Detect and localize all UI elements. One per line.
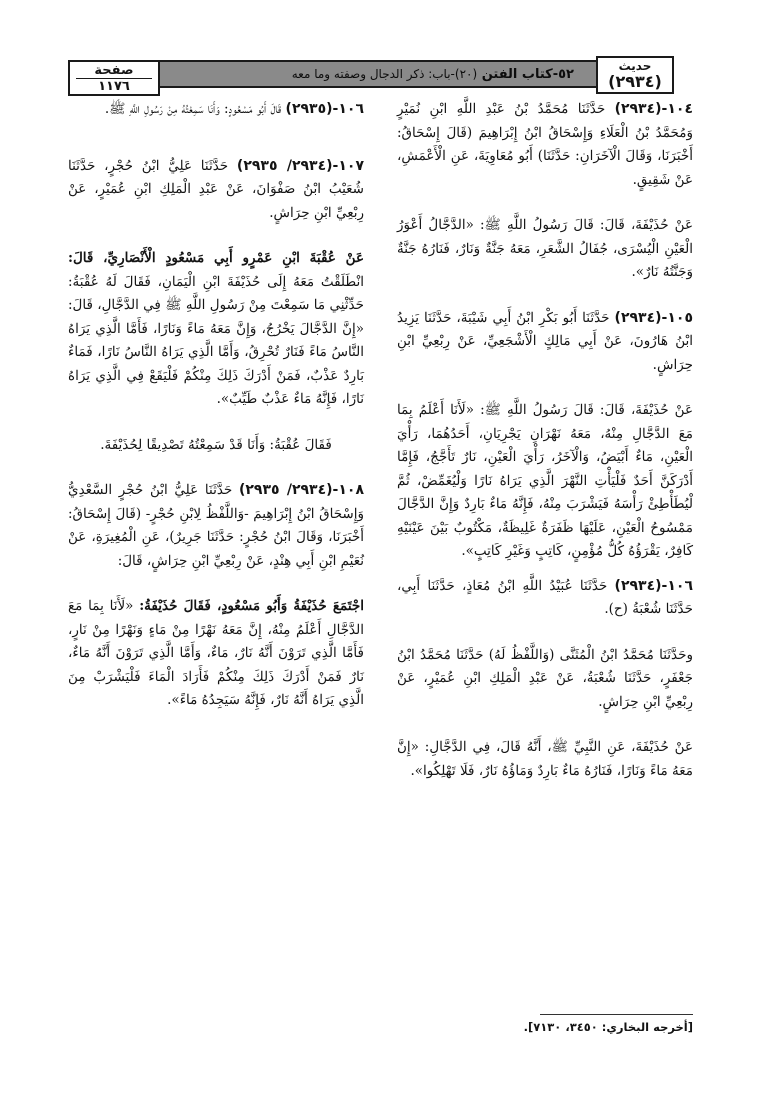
left-column <box>68 98 364 713</box>
hadith-108-number: ١٠٨-(٢٩٣٤/ ٢٩٣٥) <box>238 482 364 498</box>
hadith-106-number: ١٠٦-(٢٩٣٤) <box>614 577 693 594</box>
hadith-106b-number: ١٠٦-(٢٩٣٥) <box>285 101 364 117</box>
hadith-106-matn: عَنْ حُذَيْفَةَ، عَنِ النَّبِيِّ ﷺ، أَنَّهُ قَالَ، فِي الدَّجَّالِ: «إِنَّ مَعَهُ مَاءً وَنَارًا، فَنَارُهُ مَاءٌ بَارِدٌ وَمَاؤُهُ نَارٌ، فَلَا تَهْلِكُوا». <box>397 739 693 779</box>
book-title: ٥٢-كتاب الفتن <box>481 66 574 82</box>
hadith-106b <box>68 98 364 122</box>
hadith-104-isnad-text: حَدَّثَنَا مُحَمَّدُ بْنُ عَبْدِ اللَّهِ ابْنِ نُمَيْرٍ وَمُحَمَّدُ بْنُ الْعَلَاءِ وَإِسْحَاقُ ابْنُ إِبْرَاهِيمَ (قَالَ إِسْحَاقُ: أَخْبَرَنَا، وَقَالَ الْآخَرَانِ: حَدَّثَنَا) أَبُو مُعَاوِيَةَ، عَنِ الْأَعْمَشِ، عَنْ شَقِيقٍ. <box>397 101 693 188</box>
hadith-105-number: ١٠٥-(٢٩٣٤) <box>614 309 693 326</box>
hadith-107-lead: عَنْ عُقْبَةَ ابْنِ عَمْرٍو أَبِي مَسْعُودٍ الْأَنْصَارِيِّ، قَالَ: <box>68 250 364 266</box>
hadith-108-matn-text: «لَأَنَا بِمَا مَعَ الدَّجَّالِ أَعْلَمُ مِنْهُ، إِنَّ مَعَهُ نَهْرًا مِنْ مَاءٍ وَنَهْرًا مِنْ نَارٍ، فَأَمَّا الَّذِي تَرَوْنَ أَنَّهُ نَارٌ، مَاءٌ، وَأَمَّا الَّذِي تَرَوْنَ أَنَّهُ مَاءٌ، نَارٌ فَمَنْ أَدْرَكَ ذَلِكَ مِنْكُمْ فَأَرَادَ الْمَاءَ فَلْيَشْرَبْ مِنَ الَّذِي يَرَاهُ أَنَّهُ نَارٌ، فَإِنَّهُ سَيَجِدُهُ مَاءً». <box>68 598 364 708</box>
hadith-108-isnad-text: حَدَّثَنَا عَلِيُّ ابْنُ حُجْرٍ السَّعْدِيُّ وَإِسْحَاقُ ابْنُ إِبْرَاهِيمَ -وَاللَّفْظُ لِابْنِ حُجْرٍ- (قَالَ إِسْحَاقُ: أَخْبَرَنَا، وَقَالَ ابْنُ حُجْرٍ: حَدَّثَنَا جَرِيرٌ)، عَنِ الْمُغِيرَةِ، عَنْ نُعَيْمِ ابْنِ أَبِي هِنْدٍ، عَنْ رِبْعِيِّ ابْنِ حِرَاشٍ، قَالَ: <box>68 482 364 569</box>
hadith-107-matn <box>68 247 364 412</box>
hadith-108-isnad <box>68 479 364 573</box>
hadith-104-isnad <box>397 98 693 192</box>
chapter-title: (٢٠)-باب: ذكر الدجال وصفته وما معه <box>291 66 478 81</box>
hadith-107-isnad <box>68 155 364 226</box>
reference-block <box>397 1016 693 1035</box>
hadith-105-isnad <box>397 307 693 378</box>
hadith-107-isnad-text: حَدَّثَنَا عَلِيُّ ابْنُ حُجْرٍ، حَدَّثَنَا شُعَيْبُ ابْنُ صَفْوَانَ، عَنْ عَبْدِ الْمَلِكِ ابْنِ عُمَيْرٍ، عَنْ رِبْعِيِّ ابْنِ حِرَاشٍ. <box>68 157 364 221</box>
hadith-106b-text: قَالَ أَبُو مَسْعُودٍ: وَأَنَا سَمِعْتُهُ مِنْ رَسُولِ اللَّهِ ﷺ. <box>104 101 282 117</box>
hadith-107-matn-text: انْطَلَقْتُ مَعَهُ إِلَى حُذَيْفَةَ ابْنِ الْيَمَانِ، فَقَالَ لَهُ عُقْبَةُ: حَدِّثْنِي مَا سَمِعْتَ مِنْ رَسُولِ اللَّهِ ﷺ فِي الدَّجَّالِ، قَالَ: «إِنَّ الدَّجَّالَ يَخْرُجُ، وَإِنَّ مَعَهُ مَاءً وَنَارًا، فَأَمَّا الَّذِي يَرَاهُ النَّاسُ مَاءً فَنَارٌ تُحْرِقُ، وَأَمَّا الَّذِي يَرَاهُ النَّاسُ نَارًا، فَمَاءٌ بَارِدٌ عَذْبٌ، فَمَنْ أَدْرَكَ ذَلِكَ مِنْكُمْ فَلْيَقَعْ فِي الَّذِي يَرَاهُ نَارًا، فَإِنَّهُ مَاءٌ عَذْبٌ طَيِّبٌ». <box>68 273 364 407</box>
bukhari-reference: [أخرجه البخاري: ٣٤٥٠، ٧١٣٠]. <box>523 1020 693 1034</box>
header-title <box>292 67 574 82</box>
hadith-107-ending: فَقَالَ عُقْبَةُ: وَأَنَا قَدْ سَمِعْتُهُ تَصْدِيقًا لِحُذَيْفَةَ. <box>100 436 332 453</box>
right-column <box>397 98 693 783</box>
hadith-104-number: ١٠٤-(٢٩٣٤) <box>614 101 694 117</box>
hadith-108-lead: اجْتَمَعَ حُذَيْفَةُ وَأَبُو مَسْعُودٍ، فَقَالَ حُذَيْفَةُ: <box>139 598 364 614</box>
hadith-number-box <box>596 56 674 94</box>
hadith-105-matn: عَنْ حُذَيْفَةَ، قَالَ: قَالَ رَسُولُ اللَّهِ ﷺ: «لَأَنَا أَعْلَمُ بِمَا مَعَ الدَّجَّالِ مِنْهُ، مَعَهُ نَهْرَانِ يَجْرِيَانِ، أَحَدُهُمَا، رَأْيَ الْعَيْنِ، مَاءٌ أَبْيَضُ، وَالْآخَرُ، رَأْيَ الْعَيْنِ، نَارٌ تَأَجَّجُ، فَإِمَّا أَدْرَكَنَّ أَحَدٌ فَلْيَأْتِ النَّهْرَ الَّذِي يَرَاهُ نَارًا وَلْيُغَمِّضْ، ثُمَّ لْيُطَأْطِئْ رَأْسَهُ فَيَشْرَبَ مِنْهُ، فَإِنَّهُ مَاءٌ بَارِدٌ وَإِنَّ الدَّجَّالَ مَمْسُوحُ الْعَيْنِ، عَلَيْهَا ظَفَرَةٌ غَلِيظَةٌ، مَكْتُوبٌ بَيْنَ عَيْنَيْهِ كَافِرٌ، يَقْرَؤُهُ كُلُّ مُؤْمِنٍ، كَاتِبٍ وَغَيْرِ كَاتِبٍ». <box>397 402 693 559</box>
page-number: ١١٧٦ <box>98 79 130 94</box>
page-number-box <box>68 60 160 96</box>
hadith-104-matn: عَنْ حُذَيْفَةَ، قَالَ: قَالَ رَسُولُ اللَّهِ ﷺ: «الدَّجَّالُ أَعْوَرُ الْعَيْنِ الْيُسْرَى، جُفَالُ الشَّعَرِ، مَعَهُ جَنَّةٌ وَنَارٌ، فَنَارُهُ جَنَّةٌ وَجَنَّتُهُ نَارٌ». <box>397 217 693 280</box>
page-label: صفحة <box>94 63 134 78</box>
reference-divider <box>540 1014 693 1015</box>
hadith-108-matn <box>68 595 364 713</box>
hadith-106-isnad-2: وحَدَّثَنَا مُحَمَّدُ ابْنُ الْمُثَنَّى (وَاللَّفْظُ لَهُ) حَدَّثَنَا مُحَمَّدُ ابْنُ جَعْفَرٍ، حَدَّثَنَا شُعْبَةُ، عَنْ عَبْدِ الْمَلِكِ ابْنِ عُمَيْرٍ، عَنْ رِبْعِيِّ ابْنِ حِرَاشٍ. <box>397 646 693 710</box>
hadith-106-isnad <box>397 575 693 622</box>
hadith-number: (٢٩٣٤) <box>608 72 662 91</box>
hadith-label: حديث <box>618 59 652 73</box>
hadith-105-isnad-text: حَدَّثَنَا أَبُو بَكْرِ ابْنُ أَبِي شَيْبَةَ، حَدَّثَنَا يَزِيدُ ابْنُ هَارُونَ، عَنْ أَبِي مَالِكٍ الْأَشْجَعِيِّ، عَنْ رِبْعِيِّ ابْنِ حِرَاشٍ. <box>397 309 693 373</box>
hadith-106-isnad-text: حَدَّثَنَا عُبَيْدُ اللَّهِ ابْنُ مُعَاذٍ، حَدَّثَنَا أَبِي، حَدَّثَنَا شُعْبَةُ (ح). <box>397 577 693 617</box>
hadith-107-number: ١٠٧-(٢٩٣٤/ ٢٩٣٥) <box>236 157 364 174</box>
